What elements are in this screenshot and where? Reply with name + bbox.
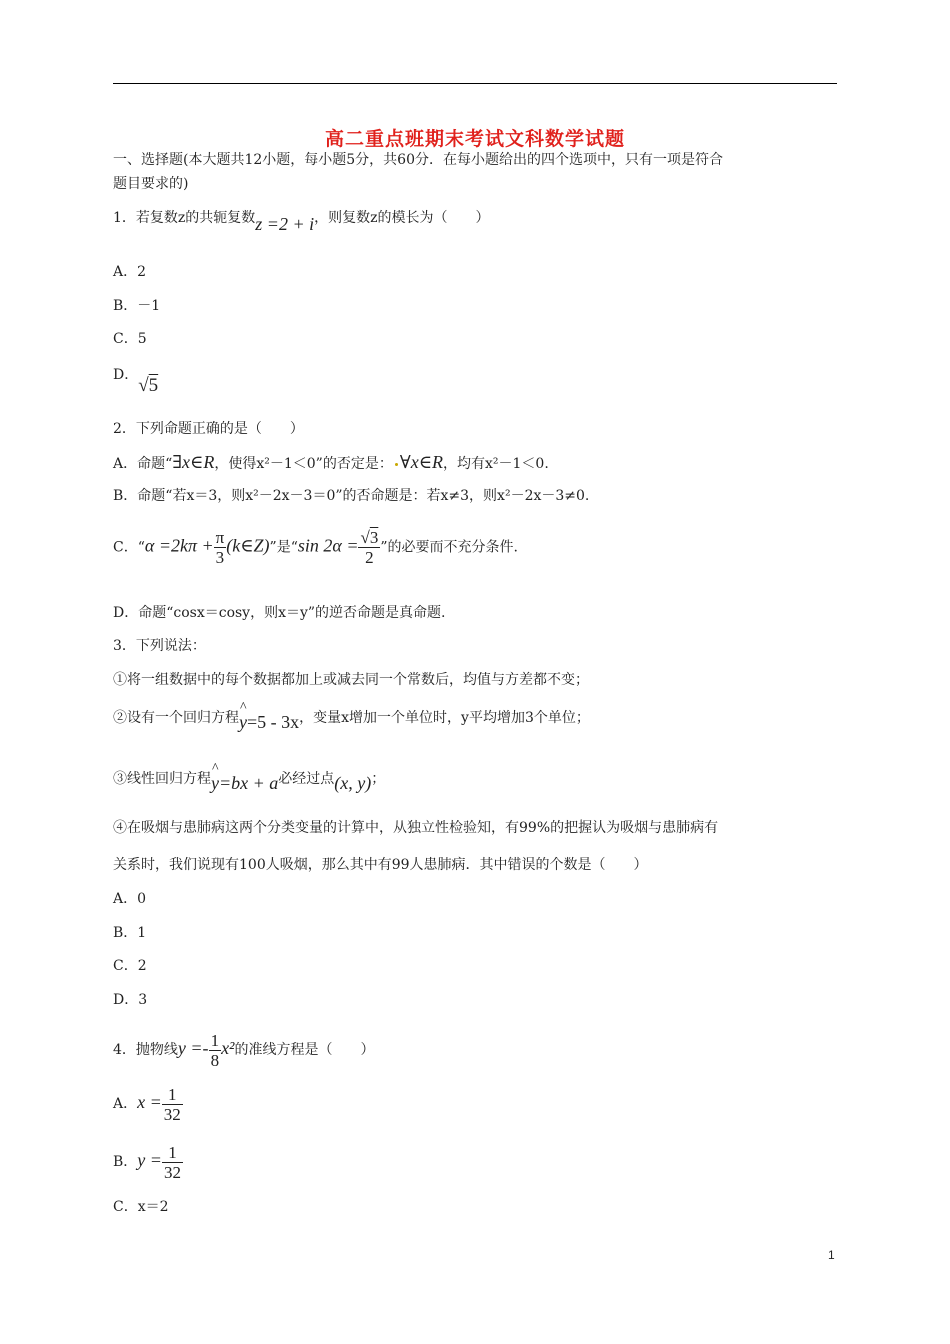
q4-option-c: C．x＝2	[113, 1199, 169, 1215]
q2-option-c: C．“α =2kπ + $\frac{\pi}{3}$ (k∈Z)”是“sin 2α = $\frac{√3}{2}$ ”的必要而不充分条件.	[113, 528, 518, 567]
q1-stem-b: ，则复数z的模长为（ ）	[314, 210, 490, 226]
q3-statement-4-line1: ④在吸烟与患肺病这两个分类变量的计算中，从独立性检验知，有99%的把握认为吸烟与患肺病有	[113, 820, 719, 836]
q3-s3-point: (x, y)	[334, 773, 372, 793]
q3-statement-1: ①将一组数据中的每个数据都加上或减去同一个常数后，均值与方差都不变；	[113, 672, 589, 688]
page-number: 1	[828, 1248, 835, 1262]
q1-option-d-sqrt: √5	[138, 375, 159, 396]
q2-stem: 2．下列命题正确的是（ ）	[113, 421, 304, 437]
q4-b-fraction: $\frac{1}{32}$	[163, 1142, 181, 1182]
q2-c-fraction1: $\frac{\pi}{3}$	[215, 528, 225, 567]
q2-a-formula2: ∀x∈R	[399, 452, 444, 472]
q4-fraction: $\frac{1}{8}$	[210, 1030, 220, 1070]
q1-formula: z =2 + i	[255, 214, 315, 234]
q4-stem: 4．抛物线y =- $\frac{1}{8}$ x²的准线方程是（ ）	[113, 1030, 375, 1070]
q4-option-a: A．x = $\frac{1}{32}$	[113, 1084, 181, 1124]
q1-option-b: B．－1	[113, 298, 161, 314]
q3-statement-2: ②设有一个回归方程^ y=5 - 3x，变量x增加一个单位时，y平均增加3个单位；	[113, 706, 590, 728]
section-heading-line1: 一、选择题(本大题共12小题，每小题5分，共60分．在每小题给出的四个选项中，只有一项是符合	[113, 152, 723, 168]
header-rule	[113, 83, 837, 84]
q2-option-d: D．命题“cosx＝cosy，则x＝y”的逆否命题是真命题.	[113, 605, 446, 621]
q3-statement-3: ③线性回归方程^ y=bx + a必经过点(x, y)；	[113, 767, 385, 789]
stray-dot	[395, 463, 398, 466]
q2-option-a: A．命题“∃x∈R，使得x²－1＜0”的否定是： ∀x∈R，均有x²－1＜0.	[113, 452, 549, 472]
q3-option-a: A．0	[113, 891, 147, 907]
q2-c-fraction2: $\frac{√3}{2}$	[360, 528, 379, 567]
q3-option-c: C．2	[113, 958, 147, 974]
q1-stem-a: 1．若复数z的共轭复数	[113, 210, 256, 226]
q2-option-b: B．命题“若x＝3，则x²－2x－3＝0”的否命题是：若x≠3，则x²－2x－3≠0.	[113, 488, 590, 504]
q3-option-b: B．1	[113, 925, 147, 941]
q1-option-a: A．2	[113, 264, 147, 280]
q1-stem	[113, 206, 490, 234]
q3-option-d: D．3	[113, 992, 148, 1008]
q1-option-c: C．5	[113, 331, 147, 347]
q1-option-d-label: D．	[113, 367, 139, 383]
q3-stem: 3．下列说法：	[113, 638, 206, 654]
q3-statement-4-line2: 关系时，我们说现有100人吸烟，那么其中有99人患肺病．其中错误的个数是（ ）	[113, 857, 648, 873]
section-heading-line2: 题目要求的)	[113, 176, 189, 192]
q3-s2-formula: ^ y=5 - 3x	[239, 712, 299, 732]
q4-a-fraction: $\frac{1}{32}$	[163, 1084, 181, 1124]
q1-option-d	[113, 364, 159, 396]
q2-a-formula1: ∃x∈R	[172, 452, 215, 472]
q4-option-b: B．y = $\frac{1}{32}$	[113, 1142, 181, 1182]
q3-s3-formula: ^ y=bx + a	[211, 773, 278, 793]
page-title: 高二重点班期末考试文科数学试题	[324, 128, 625, 150]
